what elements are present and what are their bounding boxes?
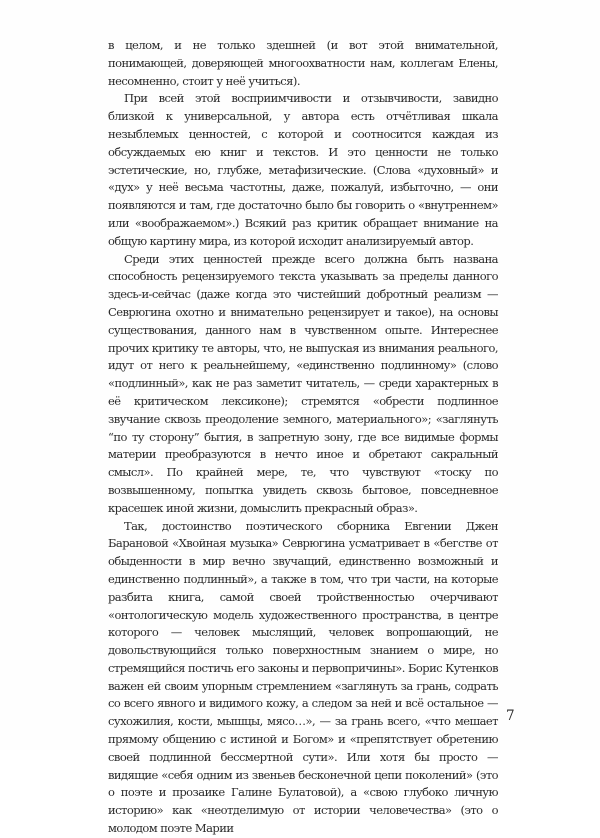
- paragraph: При всей этой восприимчивости и отзывчивости, завидно близкой к универсальной, у автора есть отчётливая шкала незыблемых ценностей, с которой и соотносится каждая из обсуждаемых ею книг и текстов. И это ценности не только эстетические, но, глубже, метафизические. (Слова «духовный» и «дух» у неё весьма частотны, даже, пожалуй, избыточно, — они появляются и там, где достаточно было бы говорить о «внутреннем» или «воображаемом».) Всякий раз критик обращает внимание на общую картину мира, из которой исходит анализируемый автор.: [108, 91, 498, 248]
- paragraph: Так, достоинство поэтического сборника Евгении Джен Барановой «Хвойная музыка» Севрюгина усматривает в «бегстве от обыденности в мир вечно звучащий, единственно возможный и единственно подлинный», а также в том, что три части, на которые разбита книга, самой своей тройственностью очерчивают «онтологическую модель художественного пространства, в центре которого — человек мыслящий, человек вопрошающий, не довольствующийся только поверхностным знанием о мире, но стремящийся постичь его законы и первопричины». Борис Кутенков важен ей своим упорным стремлением «заглянуть за грань, содрать со всего явного и видимого кожу, а следом за ней и всё остальное — сухожилия, кости, мышцы, мясо…», — за грань всего, «что мешает прямому общению с истиной и Богом» и «препятствует обретению своей подлинной бессмертной сути». Или хотя бы просто — видящие «себя одним из звеньев бесконечной цепи поколений» (это о поэте и прозаике Галине Булатовой), а «свою глубоко личную историю» как «неотделимую от истории человечества» (это о молодом поэте Марии: [108, 518, 498, 836]
- paragraph: Среди этих ценностей прежде всего должна быть названа способность рецензируемого текста указывать за пределы данного здесь-и-сейчас (даже когда это чистейший добротный реализм — Севрюгина охотно и внимательно рецензирует и такое), на основы существования, данного нам в чувственном опыте. Интереснее прочих критику те авторы, что, не выпуская из внимания реального, идут от него к реальнейшему, «единственно подлинному» (слово «подлинный», как не раз заметит читатель, — среди характерных в её критическом лексиконе); стремятся «обрести подлинное звучание сквозь преодоление земного, материального»; «заглянуть “по ту сторону” бытия, в запретную зону, где все видимые формы материи преобразуются в нечто иное и обретают сакральный смысл». По крайней мере, те, что чувствуют «тоску по возвышенному, попытка увидеть сквозь бытовое, повседневное красешек иной жизни, домыслить прекрасный образ».: [108, 251, 498, 515]
- body-text: [108, 37, 498, 838]
- paragraph-continuation: в целом, и не только здешней (и вот этой внимательной, понимающей, доверяющей многоохватности нам, коллегам Елены, несомненно, стоит у неё учиться).: [108, 38, 498, 88]
- page-number: 7: [506, 708, 515, 724]
